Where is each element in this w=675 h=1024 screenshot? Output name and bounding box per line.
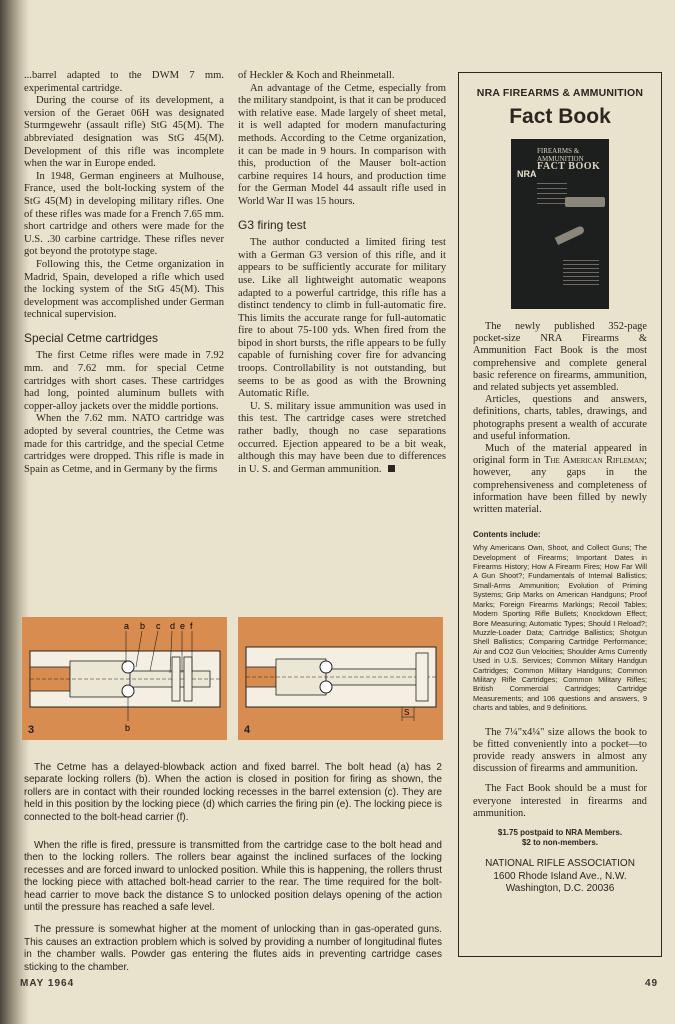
article-paragraph: In 1948, German engineers at Mulhouse, France, used the bolt-locking system of the StG 45(M) in developing military rifles. One of these rifles was made for a French 7.65 mm. short cartridge and others were made for the U.S. .30 carbine cartridge. These rifles never got beyond the prototype stage. <box>24 170 224 258</box>
ad-paragraph: Articles, questions and answers, definitions, charts, tables, drawings, and photographs present a wealth of accurate and useful information. <box>473 394 647 442</box>
article-paragraph: ...barrel adapted to the DWM 7 mm. experimental cartridge. <box>24 70 224 94</box>
ad-header: NRA FIREARMS & AMMUNITION <box>476 87 644 99</box>
ad-paragraph-text: ; however, any gaps in the comprehensiveness and completeness of information have been filled by newly written material. <box>473 455 647 516</box>
label-s: S <box>404 708 410 717</box>
article-paragraph: When the 7.62 mm. NATO cartridge was adopted by several countries, the Cetme was made for this cartridge, and the special Cetme cartridges were dropped. This rifle is made in Spain as Cetme, and in Germany by the firms <box>24 413 224 475</box>
label-a: a <box>124 621 130 631</box>
ad-title: Fact Book <box>509 105 611 128</box>
nonmember-price: $2 to non-members. <box>521 837 598 847</box>
label-e: e <box>180 621 186 631</box>
cetme-action-closed-drawing <box>22 617 227 740</box>
price-info <box>473 828 647 848</box>
label-f: f <box>190 621 193 631</box>
label-b-lower: b <box>125 723 131 733</box>
fact-book-advertisement <box>458 72 662 957</box>
label-b: b <box>140 621 146 631</box>
address-line: 1600 Rhode Island Ave., N.W. <box>493 870 627 882</box>
label-c: c <box>156 621 161 631</box>
caption-text: The pressure is somewhat higher at the moment of unlocking than in gas-operated guns. This causes an extraction problem which is solved by providing a number of longitudinal flutes in the chamber walls. Powder gas entering the flutes aids in preventing cartridge cases sticking to the chamber. <box>24 924 442 973</box>
caption-text: When the rifle is fired, pressure is transmitted from the cartridge case to the bolt head and then to the locking rollers. The rollers bear against the inclined surfaces of the locking recesses and are forced inward to unlocked position. While this is happening, the rollers thrust the locking piece with attached bolt-head carrier to the rear. The time required for the bolt-head carrier to move back the distance S to unlocked position delays opening of the action until the pressure has reached a safe level. <box>24 840 442 914</box>
figure-number: 4 <box>244 724 251 736</box>
figure-3-diagram <box>22 617 227 740</box>
ad-paragraph-text: Much of the material appeared in original form in <box>473 443 647 467</box>
article-paragraph: Following this, the Cetme organization in Madrid, Spain, developed a rifle which used the locking system of the StG 45(M). This development was accomplished under German technical supervision. <box>24 258 224 321</box>
member-price: $1.75 postpaid to NRA Members. <box>497 827 623 837</box>
article-paragraph-text: U. S. military issue ammunition was used in this test. The cartridge cases were stretched rather badly, though no case separations occurred. Ejection appeared to be a bit weak, although this may have been due to differences in U. S. and German ammunition. <box>238 400 446 475</box>
article-paragraph <box>238 401 446 477</box>
page-number: 49 <box>645 978 659 989</box>
article-paragraph: of Heckler & Koch and Rheinmetall. <box>238 70 395 81</box>
figure-4-diagram <box>238 617 443 740</box>
article-paragraph: During the course of its development, a version of the Geraet 06H was designated Sturmgewehr (assault rifle) StG 45(M). The abbreviated designation was StG 45(M). Development of this rifle was incomplete when the war in Europe ended. <box>24 95 224 170</box>
figure-4-caption <box>24 840 442 984</box>
contents-list: Why Americans Own, Shoot, and Collect Guns; The Development of Firearms; Important Dates in Firearms History; How A Firearm Fires; How Far Will A Gun Shoot?; Fundamentals of Internal Ballistics; Small-Arms Ammunition; Evolution of Priming Systems; Grip Marks on American Handguns; Proof Marks; Foreign Firearms Markings; Recoil Tables; Modern Sporting Rifle Bullets; Knockdown Effect; Bore Measuring; Automatic Types; Should I Reload?; Muzzle-Loader Data; Cartridge Ballistics; Shotgun Shell Ballistics; Comparing Cartridge Performance; Air and CO2 Gun Velocities; Shoulder Arms Currently Used in U.S. Services; Common Military Handgun Cartridges; Common Military Handguns; Common Military Rifle Cartridges; Common Military Rifles; British Commercial Cartridges; Cartridge Measurements; and 106 questions and answers, 9 charts and tables, and 9 definitions. <box>473 543 647 713</box>
book-cover-text-lines <box>537 179 567 208</box>
end-mark-icon <box>388 465 395 472</box>
ad-description <box>473 321 647 516</box>
book-cover-image <box>511 139 609 309</box>
article-column-1 <box>24 70 224 476</box>
section-heading: Special Cetme cartridges <box>24 330 159 345</box>
figure-number: 3 <box>28 724 35 736</box>
address-line: Washington, D.C. 20036 <box>505 883 615 895</box>
nra-address <box>473 858 647 896</box>
label-d: d <box>170 621 176 631</box>
article-column-2 <box>238 70 446 476</box>
book-cover-rifle-icon <box>565 197 605 207</box>
ad-size-text <box>473 727 647 820</box>
magazine-name: The American Rifleman <box>544 455 645 467</box>
book-cover-title <box>537 147 603 171</box>
cetme-action-unlocked-drawing <box>238 617 443 740</box>
ad-paragraph: The newly published 352-page pocket-size NRA Firearms & Ammunition Fact Book is the most comprehensive and complete general basic reference on firearms, ammunition, and related subjects yet assembled. <box>473 321 647 394</box>
book-cover-bullet-icon <box>555 225 586 245</box>
book-cover-title-big: FACT BOOK <box>537 161 601 172</box>
ad-paragraph: The 7¼"x4¼" size allows the book to be fitted conveniently into a pocket—to provide ready answers in almost any discussion of firearms and ammunition. <box>473 726 647 775</box>
figure-3-caption <box>24 762 442 834</box>
article-paragraph: The author conducted a limited firing test with a German G3 version of this rifle, and it appears to be sufficiently accurate for military use. Like all lightweight automatic weapons adapted to a powerful cartridge, this rifle has a distinct tendency to climb in full-automatic fire. This limits the accurate range for full-automatic fire to about 75-100 yds. When fired from the bipod in short bursts, the rifle appears to be fully capable of furnishing cover fire for advancing troops. Controllability is not outstanding, but seems to be as good as with the Browning Automatic Rifle. <box>238 237 446 400</box>
article-paragraph: An advantage of the Cetme, especially from the military standpoint, is that it can be produced with relative ease. Made largely of sheet metal, it is well adapted for modern manufacturing methods. According to the Cetme organization, it can be made in 9 hours. In comparison with this, production of the Mauser bolt-action carbine requires 14 hours, and production time for the German Model 44 assault rifle used in World War II was 15 hours. <box>238 82 446 207</box>
ad-paragraph <box>473 443 647 516</box>
issue-date: MAY 1964 <box>20 978 75 989</box>
address-line: NATIONAL RIFLE ASSOCIATION <box>485 857 635 869</box>
contents-heading: Contents include: <box>473 530 541 540</box>
book-cover-text-lines <box>563 257 599 288</box>
ad-paragraph: The Fact Book should be a must for everyone interested in firearms and ammunition. <box>473 783 647 819</box>
book-cover-nra: NRA <box>517 169 537 179</box>
book-cover-title-small: FIREARMS & AMMUNITION <box>537 147 584 163</box>
caption-text: The Cetme has a delayed-blowback action and fixed barrel. The bolt head (a) has 2 separate locking rollers (b). When the action is closed in position for firing as shown, the rollers are in contact with their rounded locking recesses in the barrel extension (c). They are held in this position by the locking piece (d) which carries the firing pin (e). The locking piece is connected to the bolt-head carrier (f). <box>24 762 442 823</box>
section-heading: G3 firing test <box>238 217 307 232</box>
article-paragraph: The first Cetme rifles were made in 7.92 mm. and 7.62 mm. for special Cetme cartridges with short cases. These cartridges had long, pointed aluminum bullets with copper-alloy jackets over the middle portions. <box>24 350 224 412</box>
